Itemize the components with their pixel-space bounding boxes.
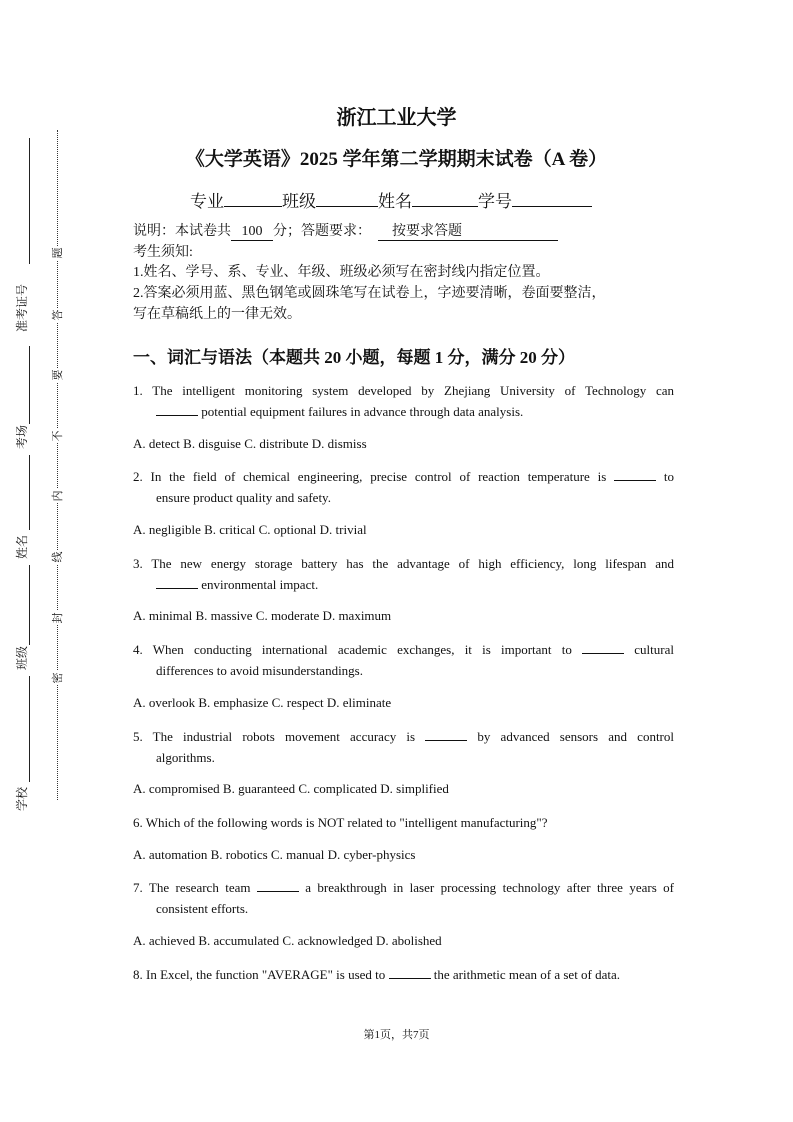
question-text-cont: differences to avoid misunderstandings. (156, 663, 363, 678)
question-text-tail: to (656, 469, 674, 484)
question-3 (133, 553, 674, 595)
seal-char: 线 (52, 551, 64, 563)
question-text: 6. Which of the following words is NOT related to "intelligent manufacturing"? (133, 815, 548, 830)
question-4 (133, 639, 674, 681)
question-text: 7. The research team (133, 880, 257, 895)
question-text-tail: the arithmetic mean of a set of data. (430, 967, 621, 982)
question-6 (133, 812, 674, 833)
options-3: A. minimal B. massive C. moderate D. maximum (133, 608, 392, 623)
question-text: 1. The intelligent monitoring system developed by Zhejiang University of Technology can (133, 383, 674, 398)
notice-item-2: 2.答案必须用蓝、黑色钢笔或圆珠笔写在试卷上，字迹要清晰，卷面要整洁， (133, 286, 606, 301)
margin-label-name: 姓名 (15, 534, 29, 559)
question-7 (133, 877, 674, 919)
options-2: A. negligible B. critical C. optional D. trivial (133, 522, 367, 537)
question-text-tail: by advanced sensors and control (467, 729, 674, 744)
margin-label-class: 班级 (15, 645, 29, 670)
question-text-cont: potential equipment failures in advance through data analysis. (198, 404, 524, 419)
notice-item-2-cont: 写在草稿纸上的一律无效。 (133, 307, 301, 322)
seal-char: 内 (52, 490, 64, 502)
answer-blank[interactable] (156, 575, 198, 589)
margin-label-exam-room: 考场 (15, 424, 29, 449)
options-5: A. compromised B. guaranteed C. complicated D. simplified (133, 781, 449, 796)
question-8 (133, 964, 674, 985)
description-middle: 分；答题要求： (273, 224, 371, 239)
field-major-input[interactable] (224, 188, 282, 207)
seal-char: 题 (52, 247, 64, 259)
seal-char: 封 (52, 612, 64, 624)
field-id-input[interactable] (512, 188, 592, 207)
question-text: 2. In the field of chemical engineering, precise control of reaction temperature is (133, 469, 615, 484)
university-name: 浙江工业大学 (336, 107, 457, 129)
options-6: A. automation B. robotics C. manual D. cyber-physics (133, 847, 416, 862)
answer-blank[interactable] (257, 878, 299, 892)
seal-char: 答 (52, 309, 64, 321)
field-id-label: 学号 (478, 192, 512, 211)
seal-line (57, 130, 58, 800)
margin-label-exam-number: 准考证号 (15, 283, 29, 332)
seal-char: 要 (52, 369, 64, 381)
question-text: 3. The new energy storage battery has the advantage of high efficiency, long lifespan and (133, 556, 674, 571)
margin-label-school: 学校 (15, 786, 29, 811)
exam-description (133, 221, 558, 242)
question-text: 5. The industrial robots movement accuracy is (133, 729, 426, 744)
question-text-cont: environmental impact. (198, 577, 319, 592)
margin-line-3 (29, 455, 30, 530)
question-text-cont: ensure product quality and safety. (156, 490, 331, 505)
field-class-label: 班级 (282, 192, 316, 211)
answer-blank[interactable] (156, 402, 198, 416)
answer-blank[interactable] (582, 640, 624, 654)
notice-item-1: 1.姓名、学号、系、专业、年级、班级必须写在密封线内指定位置。 (133, 265, 550, 280)
answer-blank[interactable] (389, 965, 431, 979)
total-score: 100 (231, 223, 273, 241)
student-info-fields (190, 188, 592, 214)
field-name-label: 姓名 (378, 192, 412, 211)
seal-char: 密 (52, 672, 64, 684)
answer-requirement: 按要求答题 (378, 223, 558, 241)
answer-blank[interactable] (425, 727, 467, 741)
field-name-input[interactable] (412, 188, 478, 207)
question-1 (133, 380, 674, 422)
margin-line-4 (29, 565, 30, 645)
description-prefix: 说明：本试卷共 (133, 224, 231, 239)
margin-line-2 (29, 346, 30, 424)
question-text: 8. In Excel, the function "AVERAGE" is used to (133, 967, 389, 982)
question-text-tail: cultural (624, 642, 674, 657)
seal-char: 不 (52, 430, 64, 442)
answer-blank[interactable] (614, 467, 656, 481)
options-7: A. achieved B. accumulated C. acknowledged D. abolished (133, 933, 442, 948)
section-heading: 一、词汇与语法（本题共 20 小题，每题 1 分，满分 20 分） (133, 348, 575, 367)
question-text: 4. When conducting international academic exchanges, it is important to (133, 642, 583, 657)
page-number: 第1页，共7页 (363, 1029, 430, 1041)
options-1: A. detect B. disguise C. distribute D. dismiss (133, 436, 367, 451)
question-5 (133, 726, 674, 768)
exam-title: 《大学英语》2025 学年第二学期期末试卷（A 卷） (185, 149, 608, 170)
field-major-label: 专业 (190, 192, 224, 211)
notice-title: 考生须知: (133, 245, 193, 260)
question-text-cont: algorithms. (156, 750, 215, 765)
question-text-cont: consistent efforts. (156, 901, 249, 916)
question-text-tail: a breakthrough in laser processing technology after three years of (298, 880, 674, 895)
margin-line-5 (29, 676, 30, 782)
options-4: A. overlook B. emphasize C. respect D. eliminate (133, 695, 392, 710)
field-class-input[interactable] (316, 188, 378, 207)
question-2 (133, 466, 674, 508)
